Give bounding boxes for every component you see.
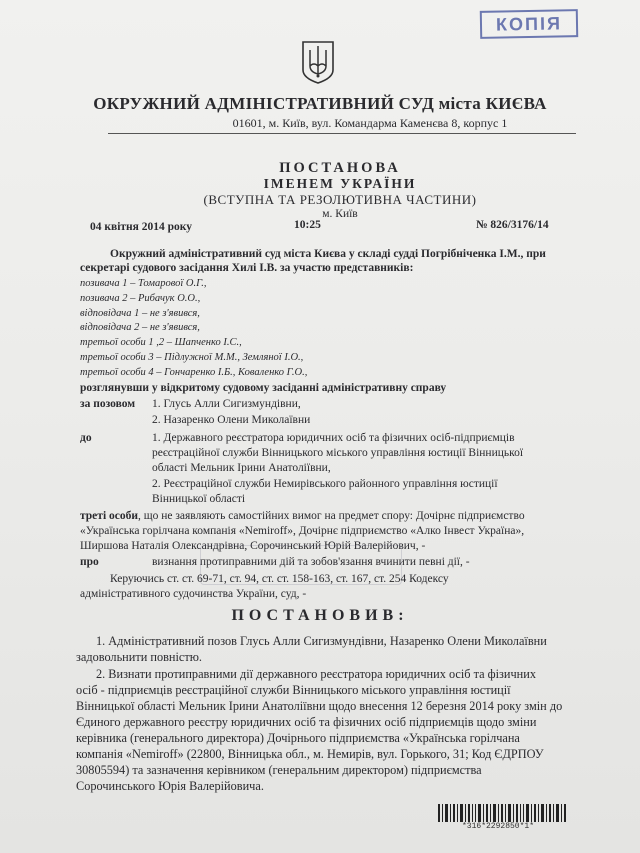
resolved-heading: ПОСТАНОВИВ: xyxy=(231,607,409,624)
header-divider xyxy=(108,133,576,134)
subject-label: про xyxy=(80,556,99,568)
third-parties-label: треті особи xyxy=(80,510,138,522)
third-parties-text: , що не заявляють самостійних вимог на предмет спору: Дочірнє підприємство xyxy=(138,510,525,522)
resolution-p2-line: Сорочинського Юрія Валерійовича. xyxy=(76,779,264,793)
decision-time: 10:25 xyxy=(294,219,321,231)
resolution-p2-line: Єдиного державного реєстру юридичних осіб та фізичних осіб підприємців щодо зміни xyxy=(76,715,537,729)
barcode-number: *316*2292850*1* xyxy=(462,822,535,831)
resolution-p2-line: керівника (генерального директора) Дочірнього підприємства «Українська горілчана xyxy=(76,731,520,745)
resolution-p2-line: осіб - підприємців реєстраційної служби Вінницького міського управління юстиції xyxy=(76,683,511,697)
resolution-p1-line: задовольнити повністю. xyxy=(76,650,202,664)
defendant-2-line: Вінницької області xyxy=(152,493,246,505)
decision-date: 04 квітня 2014 року xyxy=(90,221,193,233)
third-parties-line-3: Ширшова Наталія Олександрівна, Сорочинський Юрій Валерійович, - xyxy=(80,540,426,552)
guided-line-1: Керуючись ст. ст. 69-71, ст. 94, ст. ст. 158-163, ст. 167, ст. 254 Кодексу xyxy=(110,573,449,585)
third-parties-line-2: «Українська горілчана компанія «Nemiroff», Дочірнє підприємство «Алко Інвест Україна», xyxy=(80,525,525,537)
city: м. Київ xyxy=(322,208,358,220)
representative: третьої особи 4 – Гончаренко І.Б., Коваленко Г.О., xyxy=(80,367,308,378)
representative: позивача 1 – Томарової О.Г., xyxy=(80,278,207,289)
subject-text: визнання протиправними дій та зобов'язання вчинити певні дії, - xyxy=(152,556,470,568)
document-type: ПОСТАНОВА xyxy=(279,160,401,176)
defendants-label: до xyxy=(80,432,92,444)
court-address: 01601, м. Київ, вул. Командарма Каменєва 8, корпус 1 xyxy=(232,116,508,130)
resolution-p1-line: 1. Адміністративний позов Глусь Алли Сигизмундівни, Назаренко Олени Миколаївни xyxy=(96,634,547,648)
representative: відповідача 1 – не з'явився, xyxy=(80,308,200,319)
defendant-1-line: 1. Державного реєстратора юридичних осіб та фізичних осіб-підприємців xyxy=(152,432,515,444)
plaintiff-2: 2. Назаренко Олени Миколаївни xyxy=(152,414,311,426)
representative: третьої особи 1 ,2 – Шапченко І.С., xyxy=(80,337,242,348)
representative: третьої особи 3 – Підлужної М.М., Земляної І.О., xyxy=(80,352,304,363)
defendant-2-line: 2. Реєстраційної служби Немирівського районного управління юстиції xyxy=(152,478,498,490)
resolution-p2-line: 2. Визнати протиправними дії державного реєстратора юридичних осіб та фізичних xyxy=(96,667,536,681)
claim-label: за позовом xyxy=(80,398,136,410)
trident-emblem-icon xyxy=(300,40,336,84)
considering-line: розглянувши у відкритому судовому засіданні адміністративну справу xyxy=(80,382,447,394)
defendant-1-line: області Мельник Ірини Анатоліївни, xyxy=(152,462,331,474)
barcode-icon xyxy=(438,804,568,822)
intro-line-1: Окружний адміністративний суд міста Києва у складі судді Погрібніченка І.М., при xyxy=(110,248,546,260)
case-number: № 826/3176/14 xyxy=(476,219,549,231)
court-name: ОКРУЖНИЙ АДМІНІСТРАТИВНИЙ СУД міста КИЄВА xyxy=(93,94,547,113)
in-name-of-ukraine: ІМЕНЕМ УКРАЇНИ xyxy=(263,176,417,191)
resolution-p2-line: компанія «Nemiroff» (22800, Вінницька обл., м. Немирів, вул. Горького, 31; Код ЄДРПОУ xyxy=(76,747,544,761)
resolution-p2-line: Вінницької області Мельник Ірини Анатоліївни щодо внесення 12 березня 2014 року змін до xyxy=(76,699,563,713)
defendant-1-line: реєстраційної служби Вінницького міського управління юстиції Вінницької xyxy=(152,447,524,459)
resolution-p2-line: 30805594) та зазначення керівником (генеральним директором) підприємства xyxy=(76,763,482,777)
third-parties-line-1 xyxy=(80,510,525,522)
guided-line-2: адміністративного судочинства України, суд, - xyxy=(80,588,307,600)
representative: відповідача 2 – не з'явився, xyxy=(80,322,200,333)
intro-line-2: секретарі судового засідання Хилі І.В. за участю представників: xyxy=(80,262,414,274)
representative: позивача 2 – Рибачук О.О., xyxy=(80,293,201,304)
document-parts: (ВСТУПНА ТА РЕЗОЛЮТИВНА ЧАСТИНИ) xyxy=(203,192,477,207)
copy-stamp: КОПІЯ xyxy=(480,9,578,39)
plaintiff-1: 1. Глусь Алли Сигизмундівни, xyxy=(152,398,301,410)
